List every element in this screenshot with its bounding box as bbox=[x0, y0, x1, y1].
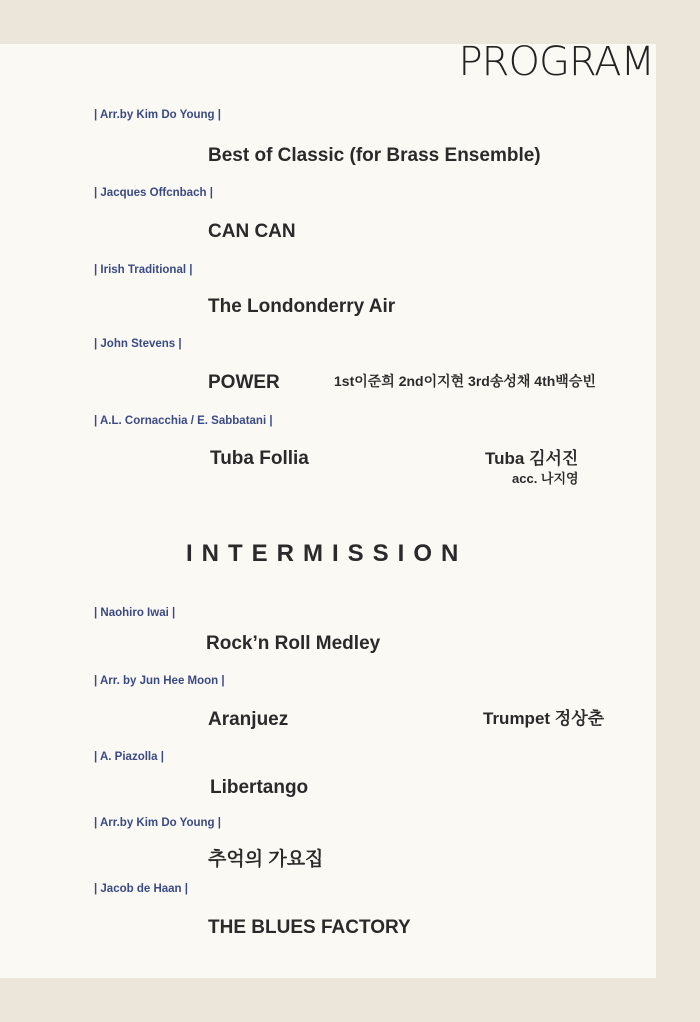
piece-title: Rock’n Roll Medley bbox=[206, 633, 381, 654]
intermission-heading: INTERMISSION bbox=[186, 540, 468, 567]
composer-label: | A. Piazolla | bbox=[94, 751, 164, 763]
piece-title: Libertango bbox=[210, 777, 309, 798]
piece-title: CAN CAN bbox=[208, 221, 296, 242]
piece-title: POWER bbox=[208, 372, 280, 393]
performer-name: Trumpet 정상춘 bbox=[483, 709, 605, 728]
performer-name: Tuba 김서진 bbox=[485, 449, 579, 468]
composer-label: | Jacob de Haan | bbox=[94, 883, 188, 895]
program-title: PROGRAM bbox=[458, 39, 654, 85]
composer-label: | A.L. Cornacchia / E. Sabbatani | bbox=[94, 415, 273, 427]
composer-label: | Arr.by Kim Do Young | bbox=[94, 817, 221, 829]
program-sheet bbox=[0, 39, 656, 978]
composer-label: | Arr.by Kim Do Young | bbox=[94, 109, 221, 121]
piece-title: Aranjuez bbox=[208, 709, 289, 730]
piece-title: 추억의 가요집 bbox=[208, 849, 324, 870]
composer-label: | Jacques Offcnbach | bbox=[94, 187, 213, 199]
piece-title: Tuba Follia bbox=[210, 448, 309, 469]
composer-label: | Irish Traditional | bbox=[94, 264, 193, 276]
composer-label: | Arr. by Jun Hee Moon | bbox=[94, 675, 225, 687]
composer-label: | Naohiro Iwai | bbox=[94, 607, 176, 619]
piece-title: THE BLUES FACTORY bbox=[208, 917, 411, 938]
piece-title: The Londonderry Air bbox=[208, 296, 396, 317]
accompanist-name: acc. 나지영 bbox=[512, 471, 579, 486]
piece-title: Best of Classic (for Brass Ensemble) bbox=[208, 145, 541, 166]
composer-label: | John Stevens | bbox=[94, 338, 182, 350]
performers-list: 1st이준희 2nd이지현 3rd송성채 4th백승빈 bbox=[334, 373, 596, 389]
